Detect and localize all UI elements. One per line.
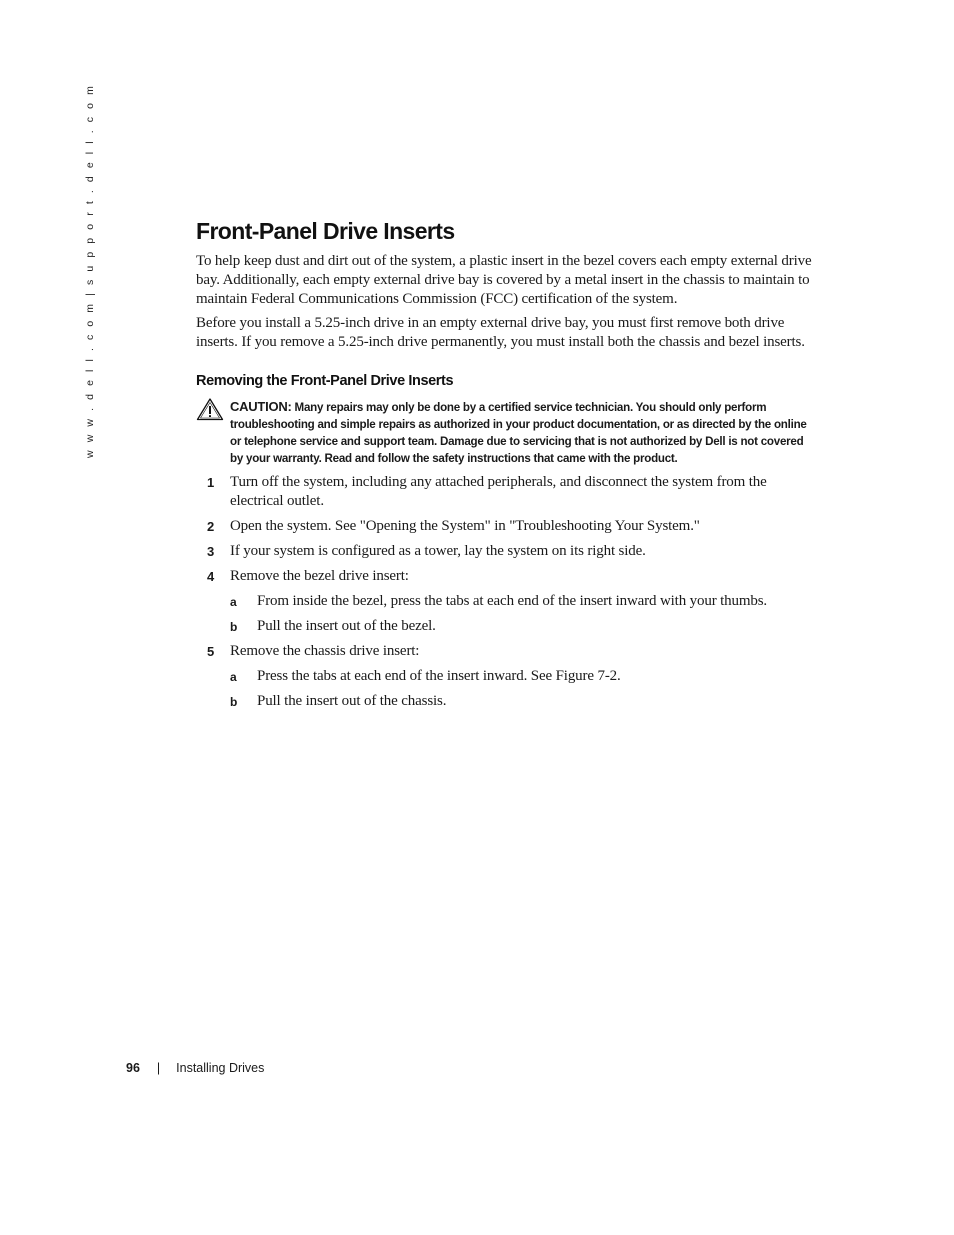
substep-5a (196, 667, 814, 686)
intro-paragraph: To help keep dust and dirt out of the system, a plastic insert in the bezel covers each empty external drive bay. Additionally, each empty external drive bay is covered by a metal insert in the chassis to maintain to maintain Federal Communications Commission (FCC) certification of the system. (196, 253, 812, 307)
step-text: If your system is configured as a tower, lay the system on its right side. (230, 543, 646, 559)
substep-4a (196, 592, 814, 611)
step-text: Open the system. See "Opening the System" in "Troubleshooting Your System." (230, 518, 700, 534)
substep-letter: b (230, 695, 238, 709)
step-text: Remove the bezel drive insert: (230, 568, 409, 584)
caution-text: Many repairs may only be done by a certified service technician. You should only perform troubleshooting and simple repairs as authorized in your product documentation, or as directed by the online or telephone service and support team. Damage due to servicing that is not authorized by Dell is not covered by your warranty. Read and follow the safety instructions that came with the product. (230, 401, 807, 465)
substep-letter: b (230, 620, 238, 634)
step-number: 4 (207, 569, 215, 584)
step-text: Turn off the system, including any attached peripherals, and disconnect the system from the electrical outlet. (230, 474, 767, 509)
page-footer (126, 1061, 264, 1075)
step-4 (196, 567, 814, 586)
step-number: 5 (207, 644, 215, 659)
section-title: Front-Panel Drive Inserts (196, 218, 455, 244)
install-paragraph: Before you install a 5.25-inch drive in an empty external drive bay, you must first remove both drive inserts. If you remove a 5.25-inch drive permanently, you must install both the chassis and bezel inserts. (196, 315, 805, 350)
step-text: Remove the chassis drive insert: (230, 643, 420, 659)
substep-5b (196, 692, 814, 711)
sidebar-url: w w w . d e l l . c o m | s u p p o r t . d e l l . c o m (84, 83, 96, 458)
step-number: 1 (207, 475, 215, 490)
caution-label: CAUTION: (230, 399, 292, 414)
step-1 (196, 473, 814, 511)
procedure-steps (196, 473, 814, 711)
step-5 (196, 642, 814, 661)
caution-notice (196, 398, 814, 467)
footer-separator: | (156, 1061, 161, 1075)
chapter-title: Installing Drives (176, 1061, 265, 1075)
caution-triangle-icon (196, 397, 224, 421)
page-content (196, 214, 814, 711)
substep-text: Pull the insert out of the bezel. (257, 618, 436, 634)
substep-4b (196, 617, 814, 636)
substep-text: Press the tabs at each end of the insert inward. See Figure 7-2. (257, 668, 621, 684)
step-2 (196, 517, 814, 536)
substep-letter: a (230, 670, 237, 684)
substep-text: From inside the bezel, press the tabs at each end of the insert inward with your thumbs. (257, 593, 768, 609)
subsection-title: Removing the Front-Panel Drive Inserts (196, 373, 454, 389)
substep-text: Pull the insert out of the chassis. (257, 693, 447, 709)
step-number: 2 (207, 519, 215, 534)
page-number: 96 (126, 1061, 140, 1075)
step-3 (196, 542, 814, 561)
substep-letter: a (230, 595, 237, 609)
step-number: 3 (207, 544, 215, 559)
